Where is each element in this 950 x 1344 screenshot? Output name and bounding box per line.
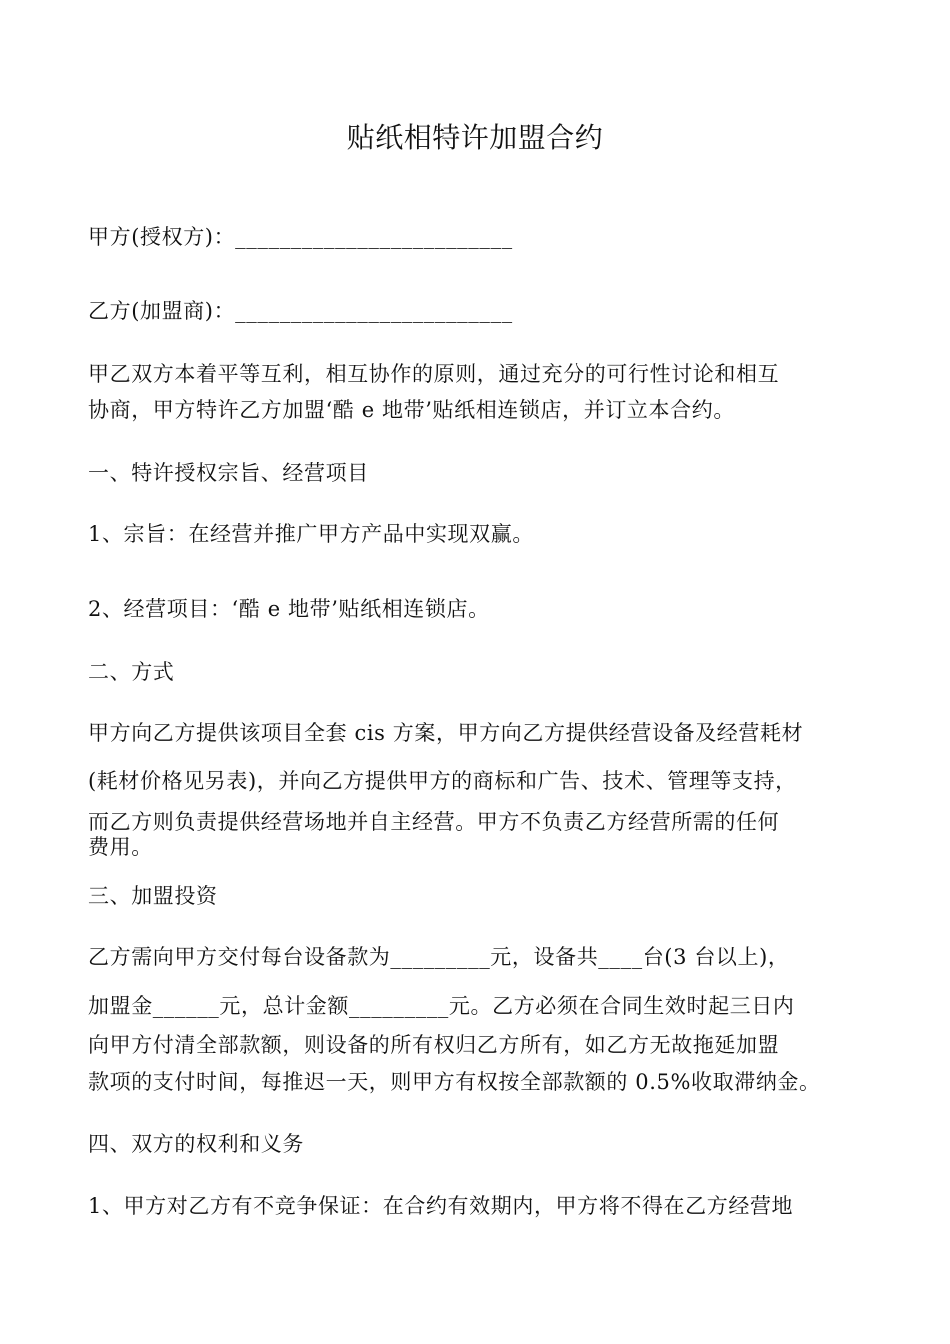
document-title: 贴纸相特许加盟合约 (346, 121, 604, 154)
intro-paragraph-line: 协商，甲方特许乙方加盟‘酷 e 地带’贴纸相连锁店，并订立本合约。 (88, 398, 735, 422)
section-heading: 一、特许授权宗旨、经营项目 (88, 461, 369, 485)
party-b-line: 乙方(加盟商)：_________________________ (88, 299, 513, 323)
section-paragraph-line: 加盟金______元，总计金额_________元。乙方必须在合同生效时起三日内 (88, 994, 795, 1018)
intro-paragraph-line: 甲乙双方本着平等互利，相互协作的原则，通过充分的可行性讨论和相互 (88, 362, 780, 386)
section-paragraph-line: 而乙方则负责提供经营场地并自主经营。甲方不负责乙方经营所需的任何 (88, 810, 780, 834)
section-item: 2、经营项目：‘酷 e 地带’贴纸相连锁店。 (88, 597, 490, 621)
section-heading: 二、方式 (88, 660, 175, 684)
section-paragraph-line: 甲方向乙方提供该项目全套 cis 方案，甲方向乙方提供经营设备及经营耗材 (88, 721, 804, 745)
section-paragraph-line: 乙方需向甲方交付每台设备款为_________元，设备共____台(3 台以上)， (88, 945, 790, 969)
section-paragraph-line: 费用。 (88, 835, 153, 859)
section-item: 1、宗旨：在经营并推广甲方产品中实现双赢。 (88, 522, 534, 546)
section-item: 1、甲方对乙方有不竞争保证：在合约有效期内，甲方将不得在乙方经营地 (88, 1194, 794, 1218)
section-heading: 四、双方的权利和义务 (88, 1132, 304, 1156)
party-a-line: 甲方(授权方)：_________________________ (88, 225, 513, 249)
section-heading: 三、加盟投资 (88, 884, 218, 908)
section-paragraph-line: 向甲方付清全部款额，则设备的所有权归乙方所有，如乙方无故拖延加盟 (88, 1033, 780, 1057)
section-paragraph-line: (耗材价格见另表)，并向乙方提供甲方的商标和广告、技术、管理等支持， (88, 769, 797, 793)
section-paragraph-line: 款项的支付时间，每推迟一天，则甲方有权按全部款额的 0.5%收取滞纳金。 (88, 1070, 821, 1094)
